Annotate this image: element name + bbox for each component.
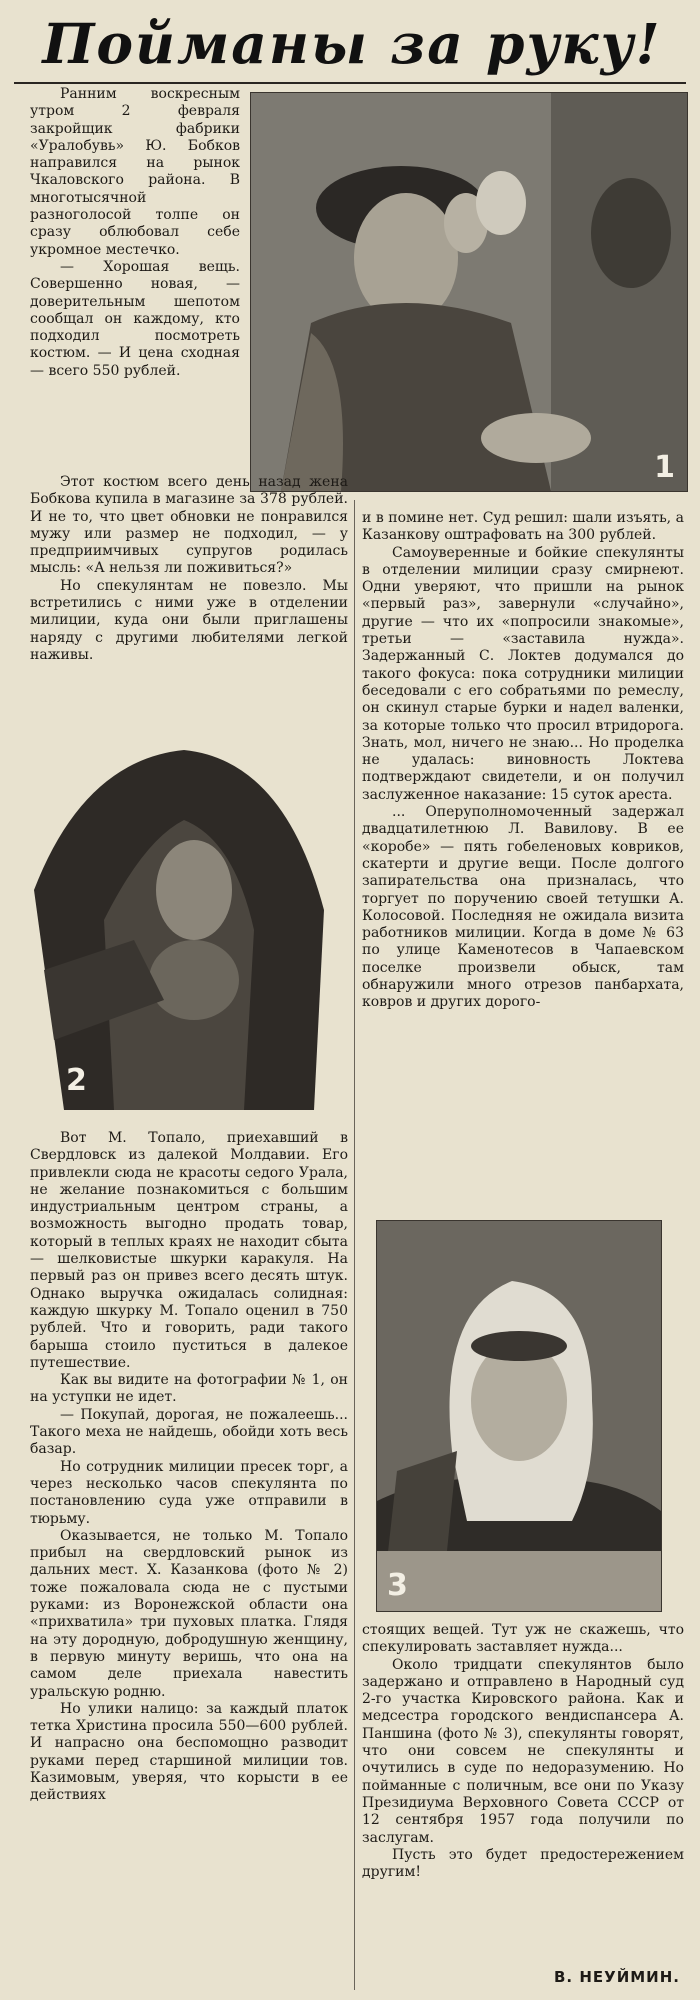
paragraph: Но спекулянтам не повезло. Мы встретились с ними уже в отделении милиции, куда они были приглашены наряду с другими любителями легкой наживы. xyxy=(30,577,348,663)
headline-rule xyxy=(14,82,686,84)
paragraph: — Покупай, дорогая, не пожалеешь... Такого меха не найдешь, обойди хоть весь базар. xyxy=(30,1406,348,1458)
paragraph: Этот костюм всего день назад жена Бобкова купила в магазине за 378 рублей. И не то, что цвет обновки не понравился мужу или размер не подходил, — у предприимчивых супругов родилась мысль: «А нельзя ли поживиться?» xyxy=(30,474,348,577)
paragraph: Но сотрудник милиции пресек торг, а через несколько часов спекулянта по постановлению суда уже отправили в тюрьму. xyxy=(30,1458,348,1527)
paragraph: Около тридцати спекулянтов было задержано и отправлено в Народный суд 2-го участка Кировского района. Как и медсестра городского вендиспансера А. Паншина (фото № 3), спекулянты говорят, что они совсем не спекулянты и очутились в суде по недоразумению. Но пойманные с поличным, все они по Указу Президиума Верховного Совета СССР от 12 сентября 1957 года получили по заслугам. xyxy=(362,1656,684,1846)
photo-3 xyxy=(376,1220,662,1612)
paragraph: Как вы видите на фотографии № 1, он на уступки не идет. xyxy=(30,1372,348,1406)
paragraph: ... Оперуполномоченный задержал двадцатилетнюю Л. Вавилову. В ее «коробе» — пять гобеленовых ковриков, скатерти и другие вещи. После долгого запирательства она призналась, что торгует по поручению своей тетушки А. Колосовой. Последняя не ожидала визита работников милиции. Когда в доме № 63 по улице Каменотесов в Чапаевском поселке произвели обыск, там обнаружили много отрезов панбархата, ковров и других дорого- xyxy=(362,804,684,1011)
photo-2-number: 2 xyxy=(66,1063,87,1098)
paragraph: Самоуверенные и бойкие спекулянты в отделении милиции сразу смирнеют. Одни уверяют, что пришли на рынок «первый раз», завернули «случайно», другие — что их «попросили знакомые», третьи — «заставила нужда». Задержанный С. Локтев додумался до такого фокуса: пока сотрудники милиции беседовали с его собратьями по ремеслу, он скинул старые бурки и надел валенки, за которые только что просил втридорога. Знать, мол, ничего не знаю... Но проделка не удалась: виновность Локтева подтверждают свидетели, и он получил заслуженное наказание: 15 суток ареста. xyxy=(362,544,684,803)
paragraph: Пусть это будет предостережением другим! xyxy=(362,1846,684,1881)
headline: Пойманы за руку! xyxy=(42,11,662,76)
paragraph: Вот М. Топало, приехавший в Свердловск из далекой Молдавии. Его привлекли сюда не красоты седого Урала, не желание познакомиться с большим индустриальным центром страны, а возможность выгодно продать товар, который в теплых краях не находит сбыта — шелковистые шкурки каракуля. На первый раз он привез всего десять штук. Однако выручка ожидалась солидная: каждую шкурку М. Топало оценил в 750 рублей. Что и говорить, ради такого барыша стоило пуститься в далекое путешествие. xyxy=(30,1130,348,1371)
paragraph: Но улики налицо: за каждый платок тетка Христина просила 550—600 рублей. И напрасно она беспомощно разводит руками перед старшиной милиции тов. Казимовым, уверяя, что корысти в ее действиях xyxy=(30,1700,348,1804)
column-2-bottom xyxy=(362,1622,684,1962)
column-rule xyxy=(354,500,355,1990)
paragraph: стоящих вещей. Тут уж не скажешь, что спекулировать заставляет нужда... xyxy=(362,1622,684,1656)
photo-1-image xyxy=(251,93,687,491)
photo-2 xyxy=(24,740,340,1110)
paragraph: — Хорошая вещь. Совершенно новая, — доверительным шепотом сообщал он каждому, кто подходил посмотреть костюм. — И цена сходная — всего 550 рублей. xyxy=(30,258,240,379)
paragraph: Ранним воскресным утром 2 февраля закройщик фабрики «Уралобувь» Ю. Бобков направился на рынок Чкаловского района. В многотысячной разноголосой толпе он сразу облюбовал себе укромное местечко. xyxy=(30,86,240,258)
photo-3-number: 3 xyxy=(387,1568,408,1603)
photo-3-image xyxy=(377,1221,661,1611)
photo-1-number: 1 xyxy=(654,450,675,485)
photo-2-image xyxy=(24,740,340,1110)
paragraph: Оказывается, не только М. Топало прибыл на свердловский рынок из дальних мест. Х. Казанкова (фото № 2) тоже пожаловала сюда не с пустыми руками: из Воронежской области она «прихватила» три пуховых платка. Глядя на эту дородную, добродушную женщину, в первую минуту веришь, что она на самом деле приехала навестить уральскую родню. xyxy=(30,1527,348,1700)
author-signature: В. НЕУЙМИН. xyxy=(553,1968,680,1986)
column-1-top xyxy=(30,86,240,471)
photo-1 xyxy=(250,92,688,492)
paragraph: и в помине нет. Суд решил: шали изъять, а Казанкову оштрафовать на 300 рублей. xyxy=(362,510,684,544)
column-1-bottom xyxy=(30,1130,348,1992)
column-1-mid xyxy=(30,474,348,724)
column-2-top xyxy=(362,510,684,1210)
